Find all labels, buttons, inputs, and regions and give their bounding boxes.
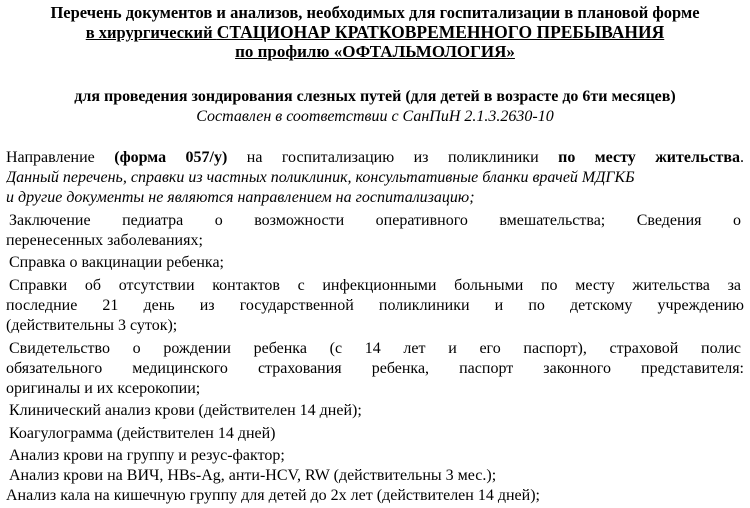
item-birth-line-3: оригиналы и их ксерокопии;: [6, 380, 201, 397]
header-purpose: для проведения зондирования слезных путей (для детей в возрасте до 6ти месяцев): [74, 88, 676, 105]
item-pediatrician-line-1: Заключение педиатра о возможности оперативного вмешательства; Сведения о: [9, 212, 741, 229]
item-note-line-2: и другие документы не являются направлением на госпитализацию;: [6, 189, 475, 206]
item-blood-clinical: Клинический анализ крови (действителен 14 дней);: [9, 402, 362, 419]
header-title-line-2: [0, 22, 750, 43]
item-contacts-line-1: Справки об отсутствии контактов с инфекционными больными по месту жительства за: [9, 277, 741, 294]
header-title-line-1: Перечень документов и анализов, необходимых для госпитализации в плановой форме: [50, 3, 700, 22]
item-contacts-line-3: (действительны 3 суток);: [6, 317, 178, 334]
header-line-2-prefix: в хирургический: [85, 23, 217, 42]
item-birth-line-2: обязательного медицинского страхования ребенка, паспорт законного представителя:: [6, 360, 744, 377]
referral-place: по месту жительства: [558, 149, 741, 166]
item-referral: [6, 148, 744, 168]
item-blood-group: Анализ крови на группу и резус-фактор;: [9, 447, 285, 464]
referral-text-a: Направление: [6, 149, 115, 166]
item-vaccination: Справка о вакцинации ребенка;: [9, 254, 224, 271]
item-birth-line-1: Свидетельство о рождении ребенка (с 14 лет и его паспорт), страховой полис: [9, 340, 741, 357]
header-title-line-3: по профилю «ОФТАЛЬМОЛОГИЯ»: [235, 42, 515, 61]
referral-text-e: .: [740, 149, 744, 166]
item-pediatrician-line-2: перенесенных заболеваниях;: [6, 232, 203, 249]
item-coagulogram: Коагулограмма (действителен 14 дней): [9, 425, 276, 442]
referral-form-number: (форма 057/у): [114, 149, 228, 166]
header-line-2-department: СТАЦИОНАР КРАТКОВРЕМЕННОГО ПРЕБЫВАНИЯ: [216, 22, 665, 42]
item-contacts-line-2: последние 21 день из государственной поликлиники и по детскому учреждению: [6, 297, 744, 314]
item-stool: Анализ кала на кишечную группу для детей до 2х лет (действителен 14 дней);: [6, 487, 540, 504]
item-note-line-1: Данный перечень, справки из частных поликлиник, консультативные бланки врачей МДГКБ: [6, 169, 635, 186]
referral-text-c: на госпитализацию из поликлиники: [227, 149, 559, 166]
header-compiled-note: Составлен в соответствии с СанПиН 2.1.3.2630-10: [196, 108, 554, 125]
item-blood-hiv: Анализ крови на ВИЧ, HBs-Ag, анти-HCV, RW (действительны 3 мес.);: [9, 467, 497, 484]
